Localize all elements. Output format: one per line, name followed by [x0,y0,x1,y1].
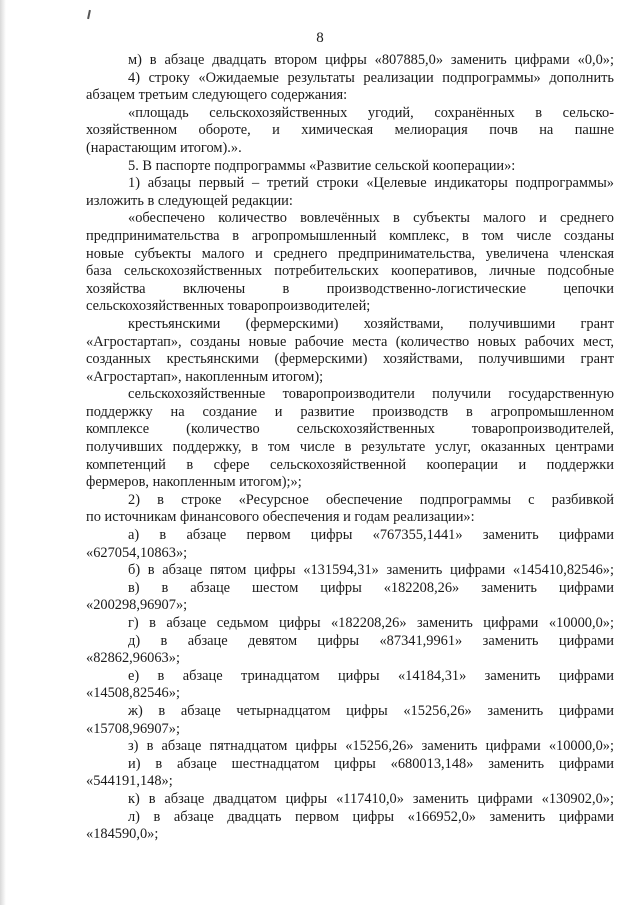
text-line: абзацем третьим следующего содержания: [86,87,348,104]
text-line: компетенций в сфере сельскохозяйственной кооперации и поддержки [86,456,614,473]
text-line: комплексе (количество сельскохозяйственных товаропроизводителей, [86,421,614,438]
text-line: «обеспечено количество вовлечённых в субъекты малого и среднего [128,210,614,227]
text-line: «627054,10863»; [86,544,188,561]
text-line: база сельскохозяйственных потребительских кооперативов, личные подсобные [86,263,614,280]
text-line: б) в абзаце пятом цифры «131594,31» заменить цифрами «145410,82546»; [128,562,614,579]
text-line: и) в абзаце шестнадцатом цифры «680013,148» заменить цифрами [128,755,614,772]
text-line: крестьянскими (фермерскими) хозяйствами, получившими грант [128,315,614,332]
text-line: хозяйственном обороте, и химическая мелиорация почв на пашне [86,122,614,139]
text-line: з) в абзаце пятнадцатом цифры «15256,26» заменить цифрами «10000,0»; [128,738,614,755]
text-line: «82862,96063»; [86,650,180,667]
text-line: хозяйства включены в производственно-логистические цепочки [86,280,614,297]
text-line: (нарастающим итогом).». [86,139,242,156]
text-line: предпринимательства в агропромышленный комплекс, в том числе созданы [86,227,614,244]
text-line: «площадь сельскохозяйственных угодий, сохранённых в сельско- [128,104,614,121]
text-line: новые субъекты малого и среднего предпринимательства, увеличена членская [86,245,614,262]
text-line: л) в абзаце двадцать первом цифры «166952,0» заменить цифрами [128,808,614,825]
scan-mark [87,10,91,19]
scan-edge-shadow [0,0,6,905]
text-line: «Агростартап», созданы новые рабочие места (количество новых рабочих мест, [86,333,614,350]
text-line: ж) в абзаце четырнадцатом цифры «15256,26» заменить цифрами [128,702,614,719]
text-line: по источникам финансового обеспечения и годам реализации»: [86,509,475,526]
text-line: «15708,96907»; [86,720,180,737]
text-line: м) в абзаце двадцать втором цифры «807885,0» заменить цифрами «0,0»; [128,52,614,68]
text-line: 5. В паспорте подпрограммы «Развитие сельской кооперации»: [128,157,516,174]
text-line: изложить в следующей редакции: [86,192,293,209]
text-line: сельскохозяйственные товаропроизводители получили государственную [128,386,614,403]
text-line: в) в абзаце шестом цифры «182208,26» заменить цифрами [128,579,614,596]
text-line: д) в абзаце девятом цифры «87341,9961» заменить цифрами [128,632,614,649]
text-line: «184590,0»; [86,826,159,843]
text-line: созданных крестьянскими (фермерскими) хозяйствами, получившими грант [86,351,614,368]
text-line: г) в абзаце седьмом цифры «182208,26» заменить цифрами «10000,0»; [128,615,614,631]
text-line: 2) в строке «Ресурсное обеспечение подпрограммы с разбивкой [128,491,614,508]
text-line: «14508,82546»; [86,685,180,702]
text-line: получивших поддержку, в том числе в результате услуг, оказанных центрами [86,439,614,456]
text-line: 4) строку «Ожидаемые результаты реализации подпрограммы» дополнить [128,69,614,86]
text-line: фермеров, накопленным итогом);»; [86,474,302,491]
text-line: к) в абзаце двадцатом цифры «117410,0» заменить цифрами «130902,0»; [128,790,614,807]
text-line: 1) абзацы первый – третий строки «Целевые индикаторы подпрограммы» [128,175,614,192]
text-line: «544191,148»; [86,773,173,790]
text-line: а) в абзаце первом цифры «767355,1441» заменить цифрами [128,527,614,544]
text-line: е) в абзаце тринадцатом цифры «14184,31» заменить цифрами [128,667,614,684]
text-line: «200298,96907»; [86,597,188,614]
text-line: «Агростартап», накопленным итогом); [86,368,324,385]
text-line: поддержку на создание и развитие производств в агропромышленном [86,403,614,420]
document-body [86,52,614,844]
text-line: сельскохозяйственных товаропроизводителей; [86,298,371,315]
page-number: 8 [316,30,324,46]
